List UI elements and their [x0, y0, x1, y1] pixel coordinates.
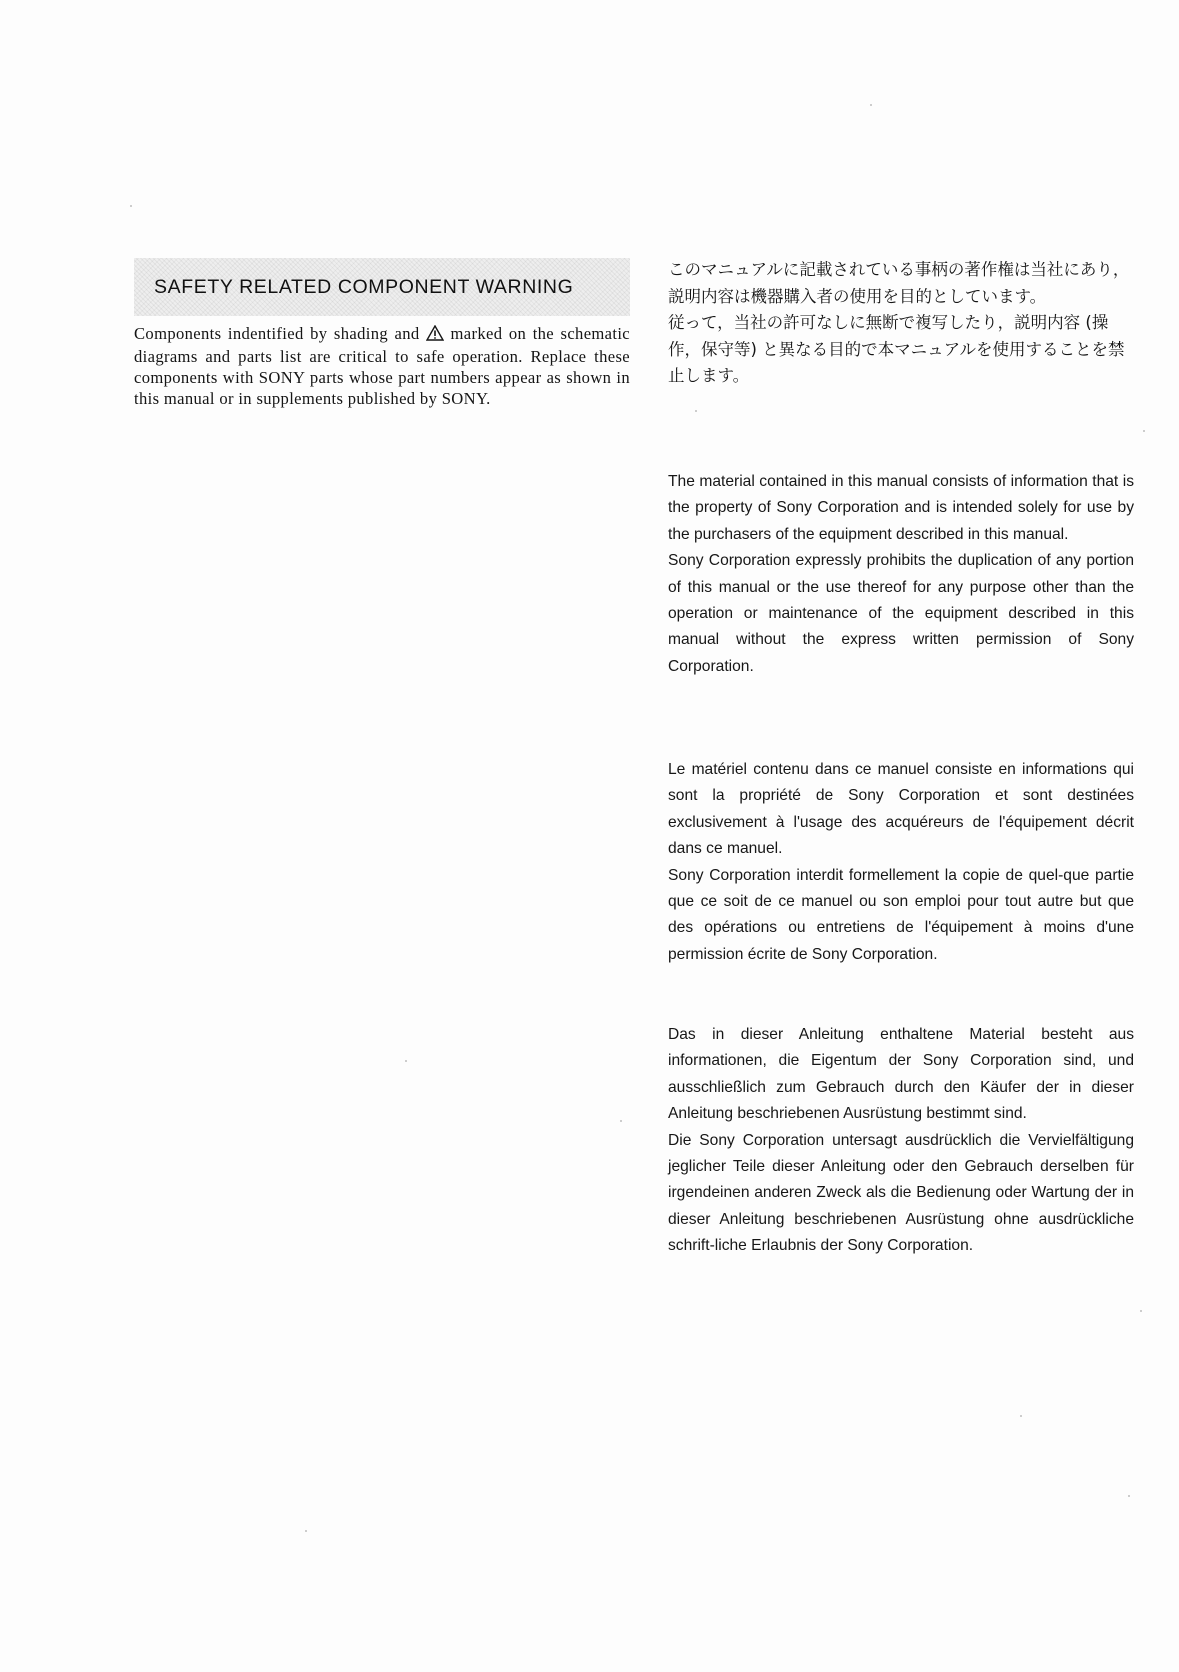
scan-speck	[1020, 1415, 1022, 1417]
scan-speck	[1140, 1310, 1142, 1312]
german-paragraph-2: Die Sony Corporation untersagt ausdrücklich die Vervielfältigung jeglicher Teile dieser Anleitung oder den Gebrauch derselben für irgendeinen anderen Zweck als die Bedienung oder Wartung der in dieser Anleitung beschriebenen Ausrüstung ohne ausdrückliche schrift-liche Erlaubnis der Sony Corporation.	[668, 1131, 1134, 1255]
german-paragraph-1: Das in dieser Anleitung enthaltene Material besteht aus informationen, die Eigentum der Sony Corporation sind, und ausschließlich zum Gebrauch durch den Käufer der in dieser Anleitung beschriebenen Ausrüstung bestimmt sind.	[668, 1026, 1134, 1123]
japanese-copyright-notice	[668, 257, 1138, 390]
scan-speck	[695, 410, 697, 412]
safety-text-after-icon: marked on the schematic diagrams and parts list are critical to safe operation. Replace these components with SONY parts whose part numbers appear as shown in this manual or in supplements published by SONY.	[134, 324, 631, 408]
warning-triangle-icon	[426, 325, 444, 346]
scan-speck	[620, 1120, 622, 1122]
japanese-paragraph-1: このマニュアルに記載されている事柄の著作権は当社にあり，説明内容は機器購入者の使用を目的としています。	[668, 260, 1130, 306]
english-copyright-notice	[668, 469, 1134, 680]
scan-speck	[405, 1060, 407, 1062]
safety-text-before-icon: Components indentified by shading and	[134, 324, 420, 343]
french-copyright-notice	[668, 757, 1134, 968]
german-copyright-notice	[668, 1022, 1134, 1260]
safety-warning-title: SAFETY RELATED COMPONENT WARNING	[154, 276, 574, 298]
safety-warning-text	[134, 323, 630, 409]
scan-speck	[130, 205, 132, 207]
scan-speck	[305, 1530, 307, 1532]
french-paragraph-1: Le matériel contenu dans ce manuel consiste en informations qui sont la propriété de Sony Corporation et sont destinées exclusivement à l'usage des acquéreurs de l'équipement décrit dans ce manuel.	[668, 761, 1134, 858]
japanese-paragraph-2: 従って，当社の許可なしに無断で複写したり，説明内容 (操作，保守等) と異なる目的で本マニュアルを使用することを禁止します。	[668, 313, 1125, 385]
scan-speck	[1143, 430, 1145, 432]
scan-speck	[1128, 1495, 1130, 1497]
scan-speck	[870, 104, 872, 106]
french-paragraph-2: Sony Corporation interdit formellement la copie de quel-que partie que ce soit de ce manuel ou son emploi pour tout autre but que des opérations ou entretiens de l'équipement à moins d'une permission écrite de Sony Corporation.	[668, 866, 1134, 963]
english-paragraph-1: The material contained in this manual consists of information that is the property of Sony Corporation and is intended solely for use by the purchasers of the equipment described in this manual.	[668, 473, 1134, 543]
english-paragraph-2: Sony Corporation expressly prohibits the duplication of any portion of this manual or the use thereof for any purpose other than the operation or maintenance of the equipment described in this manual without the express written permission of Sony Corporation.	[668, 552, 1134, 675]
